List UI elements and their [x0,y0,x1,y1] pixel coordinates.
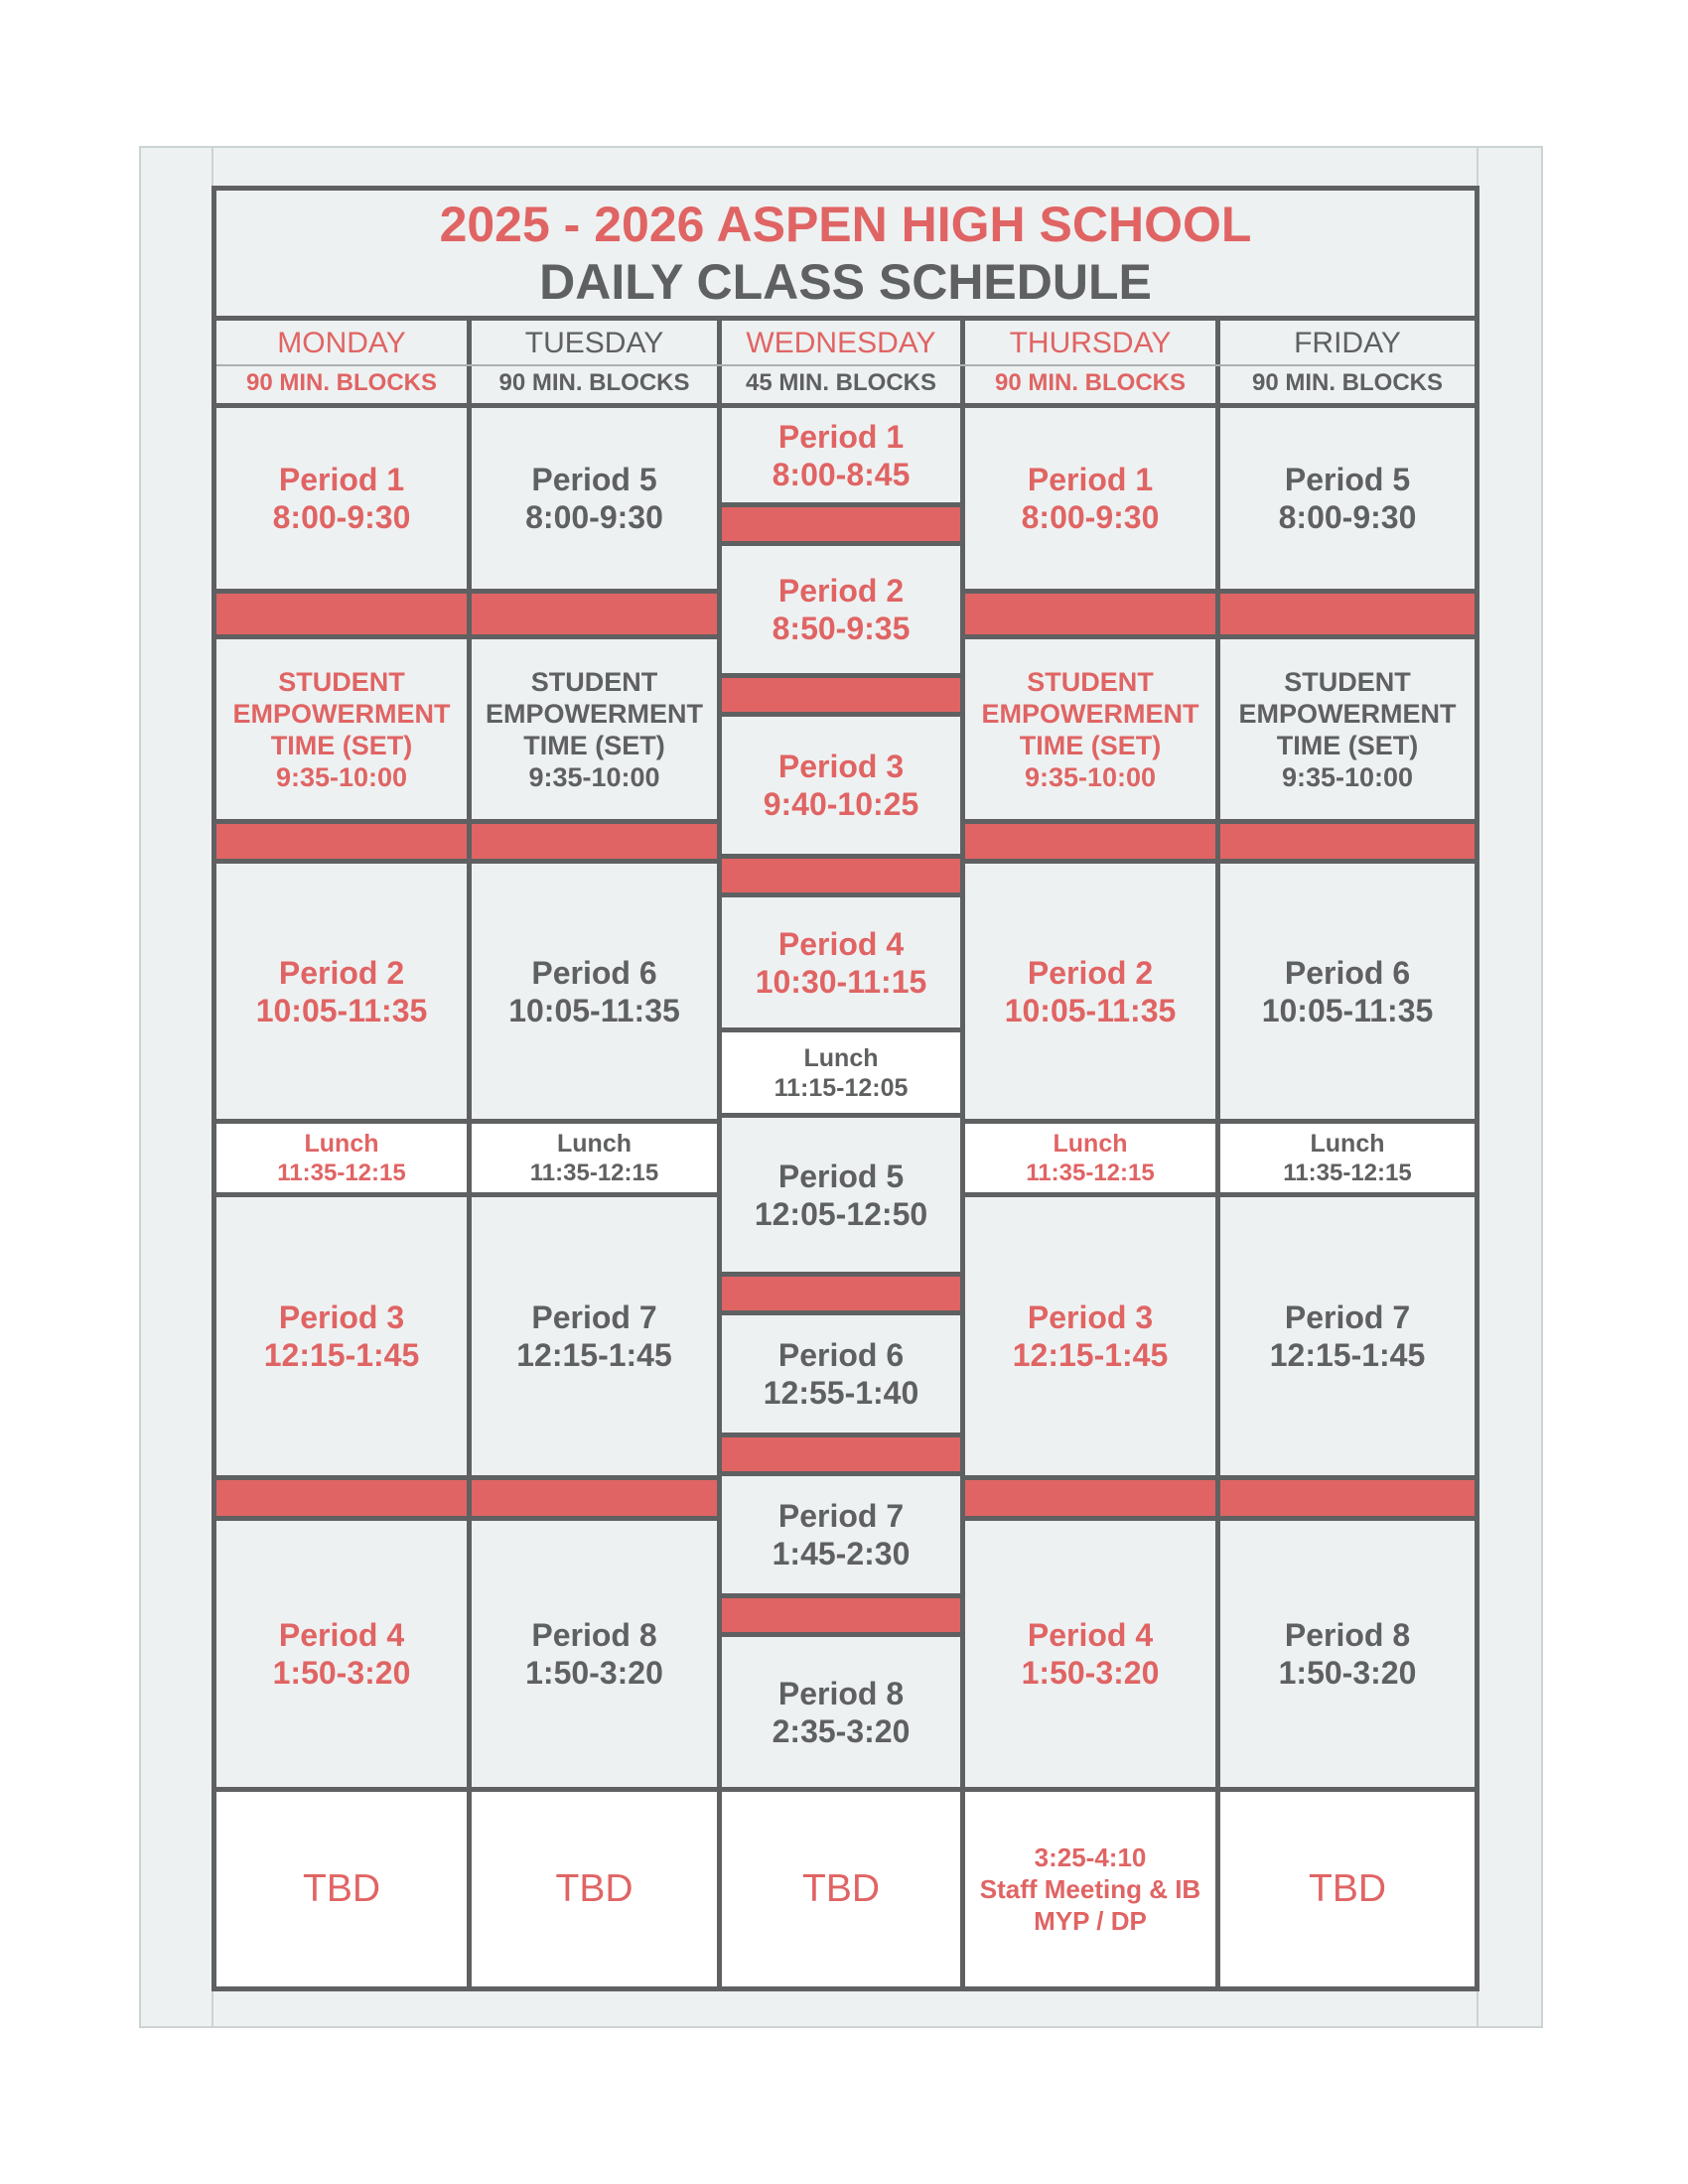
monday-period-4 [211,1516,472,1792]
period-time: 8:00-9:30 [272,499,411,535]
set-time: 9:35-10:00 [528,761,660,792]
passing-bar [211,589,472,639]
passing-bar [717,1272,965,1315]
passing-bar [211,1475,472,1521]
staff-meeting-line-1: Staff Meeting & IB [979,1874,1201,1904]
period-label: Period 5 [1284,462,1411,497]
period-label: Period 8 [531,1617,657,1653]
passing-bar [960,589,1220,639]
period-label: Period 4 [278,1617,405,1653]
period-label: Period 3 [1027,1299,1154,1335]
header-thursday [960,316,1220,408]
period-time: 1:50-3:20 [525,1655,663,1691]
period-time: 2:35-3:20 [772,1712,911,1749]
period-time: 10:05-11:35 [255,992,428,1028]
period-time: 1:50-3:20 [1278,1655,1417,1691]
period-label: Period 7 [777,1498,905,1534]
wednesday-period-4 [717,892,965,1032]
set-line-1: STUDENT [1027,666,1154,697]
friday-lunch [1215,1119,1479,1197]
period-time: 10:30-11:15 [755,963,927,1000]
period-label: Period 1 [1027,462,1154,497]
period-time: 12:15-1:45 [516,1337,672,1373]
wednesday-period-8 [717,1632,965,1792]
tuesday-period-6 [467,859,722,1124]
set-line-3: TIME (SET) [1019,730,1162,760]
tuesday-lunch [467,1119,722,1197]
thursday-lunch [960,1119,1220,1197]
passing-bar [1215,1475,1479,1521]
wednesday-lunch [717,1027,965,1118]
passing-bar [717,1433,965,1476]
day-blocks-monday: 90 MIN. BLOCKS [245,369,438,396]
period-label: Period 3 [777,749,905,784]
period-time: 1:50-3:20 [1021,1655,1160,1691]
set-line-3: TIME (SET) [1276,730,1419,760]
monday-period-3 [211,1192,472,1480]
period-label: Period 4 [1027,1617,1154,1653]
lunch-time: 11:15-12:05 [774,1073,909,1102]
period-time: 8:00-9:30 [1278,499,1417,535]
header-divider [216,364,1475,366]
passing-bar [960,1475,1220,1521]
period-label: Period 2 [1027,954,1154,991]
title-line-1: 2025 - 2026 ASPEN HIGH SCHOOL [439,197,1252,252]
wednesday-period-1 [717,403,965,507]
lunch-label: Lunch [803,1043,879,1072]
lunch-time: 11:35-12:15 [1283,1160,1412,1186]
thursday-after-school [960,1787,1220,1991]
period-label: Period 7 [531,1299,657,1335]
after-school-tbd: TBD [303,1867,380,1910]
set-line-2: EMPOWERMENT [1238,698,1457,729]
wednesday-period-7 [717,1471,965,1598]
friday-period-8 [1215,1516,1479,1792]
period-time: 8:00-9:30 [1021,499,1160,535]
thursday-period-2 [960,859,1220,1124]
passing-bar [467,589,722,639]
wednesday-period-6 [717,1310,965,1437]
header-wednesday [717,316,965,408]
day-blocks-tuesday: 90 MIN. BLOCKS [498,369,690,396]
set-line-2: EMPOWERMENT [981,698,1199,729]
period-time: 10:05-11:35 [1004,992,1177,1028]
set-line-2: EMPOWERMENT [486,698,703,729]
passing-bar [1215,589,1479,639]
passing-bar [467,1475,722,1521]
wednesday-period-2 [717,541,965,678]
header-friday [1215,316,1479,408]
passing-bar [717,673,965,717]
period-time: 9:40-10:25 [763,786,919,822]
staff-meeting-time: 3:25-4:10 [1034,1843,1147,1872]
set-time: 9:35-10:00 [1281,761,1414,792]
set-line-2: EMPOWERMENT [232,698,451,729]
title-line-2: DAILY CLASS SCHEDULE [539,254,1152,310]
period-time: 12:15-1:45 [1269,1337,1426,1373]
thursday-period-1 [960,403,1220,594]
monday-period-1 [211,403,472,594]
lunch-label: Lunch [1310,1130,1385,1158]
staff-meeting-line-2: MYP / DP [1034,1906,1147,1936]
day-name-thursday: THURSDAY [1009,327,1172,359]
tuesday-after-school [467,1787,722,1991]
period-time: 12:15-1:45 [1012,1337,1169,1373]
passing-bar [960,819,1220,864]
after-school-tbd: TBD [802,1867,880,1910]
period-label: Period 7 [1284,1299,1411,1335]
monday-after-school [211,1787,472,1991]
passing-bar [467,819,722,864]
set-line-3: TIME (SET) [270,730,413,760]
set-line-1: STUDENT [278,666,405,697]
monday-period-2 [211,859,472,1124]
lunch-label: Lunch [557,1130,632,1158]
day-blocks-friday: 90 MIN. BLOCKS [1251,369,1444,396]
period-label: Period 3 [278,1299,405,1335]
period-time: 8:00-9:30 [525,499,663,535]
friday-period-5 [1215,403,1479,594]
set-time: 9:35-10:00 [275,761,408,792]
after-school-tbd: TBD [1309,1867,1386,1910]
period-label: Period 2 [278,954,405,991]
period-label: Period 5 [531,462,657,497]
period-label: Period 6 [1284,954,1411,991]
period-time: 8:00-8:45 [772,456,911,492]
period-label: Period 6 [777,1337,905,1373]
period-label: Period 8 [1284,1617,1411,1653]
period-time: 1:50-3:20 [272,1655,411,1691]
passing-bar [717,502,965,546]
period-label: Period 1 [278,462,405,497]
period-time: 1:45-2:30 [772,1536,911,1571]
after-school-tbd: TBD [555,1867,633,1910]
thursday-period-4 [960,1516,1220,1792]
passing-bar [211,819,472,864]
wednesday-period-3 [717,712,965,859]
friday-period-7 [1215,1192,1479,1480]
lunch-time: 11:35-12:15 [529,1160,659,1186]
day-name-friday: FRIDAY [1294,327,1401,359]
period-time: 10:05-11:35 [508,992,680,1028]
monday-set [211,634,472,824]
period-time: 12:55-1:40 [763,1375,919,1411]
period-time: 12:15-1:45 [263,1337,420,1373]
set-line-1: STUDENT [530,666,658,697]
set-line-1: STUDENT [1284,666,1411,697]
thursday-period-3 [960,1192,1220,1480]
day-blocks-thursday: 90 MIN. BLOCKS [994,369,1187,396]
friday-period-6 [1215,859,1479,1124]
friday-after-school [1215,1787,1479,1991]
lunch-label: Lunch [1053,1130,1128,1158]
passing-bar [717,854,965,897]
period-label: Period 1 [777,418,905,455]
monday-lunch [211,1119,472,1197]
set-time: 9:35-10:00 [1024,761,1157,792]
lunch-label: Lunch [304,1130,379,1158]
period-label: Period 2 [777,573,905,609]
period-time: 10:05-11:35 [1261,992,1434,1028]
lunch-time: 11:35-12:15 [277,1160,406,1186]
period-label: Period 5 [777,1158,905,1194]
day-blocks-wednesday: 45 MIN. BLOCKS [745,369,937,396]
passing-bar [717,1593,965,1637]
set-line-3: TIME (SET) [523,730,665,760]
schedule-title [211,186,1479,321]
header-monday [211,316,472,408]
period-time: 12:05-12:50 [754,1195,928,1232]
friday-set [1215,634,1479,824]
period-time: 8:50-9:35 [772,611,911,646]
header-tuesday [467,316,722,408]
wednesday-period-5 [717,1113,965,1277]
tuesday-period-7 [467,1192,722,1480]
tuesday-set [467,634,722,824]
wednesday-after-school [717,1787,965,1991]
thursday-set [960,634,1220,824]
day-name-tuesday: TUESDAY [524,327,664,359]
passing-bar [1215,819,1479,864]
day-name-wednesday: WEDNESDAY [746,327,936,359]
lunch-time: 11:35-12:15 [1026,1160,1155,1186]
period-label: Period 4 [777,925,905,962]
period-label: Period 8 [777,1675,905,1711]
tuesday-period-5 [467,403,722,594]
period-label: Period 6 [531,954,657,991]
tuesday-period-8 [467,1516,722,1792]
day-name-monday: MONDAY [277,327,406,359]
